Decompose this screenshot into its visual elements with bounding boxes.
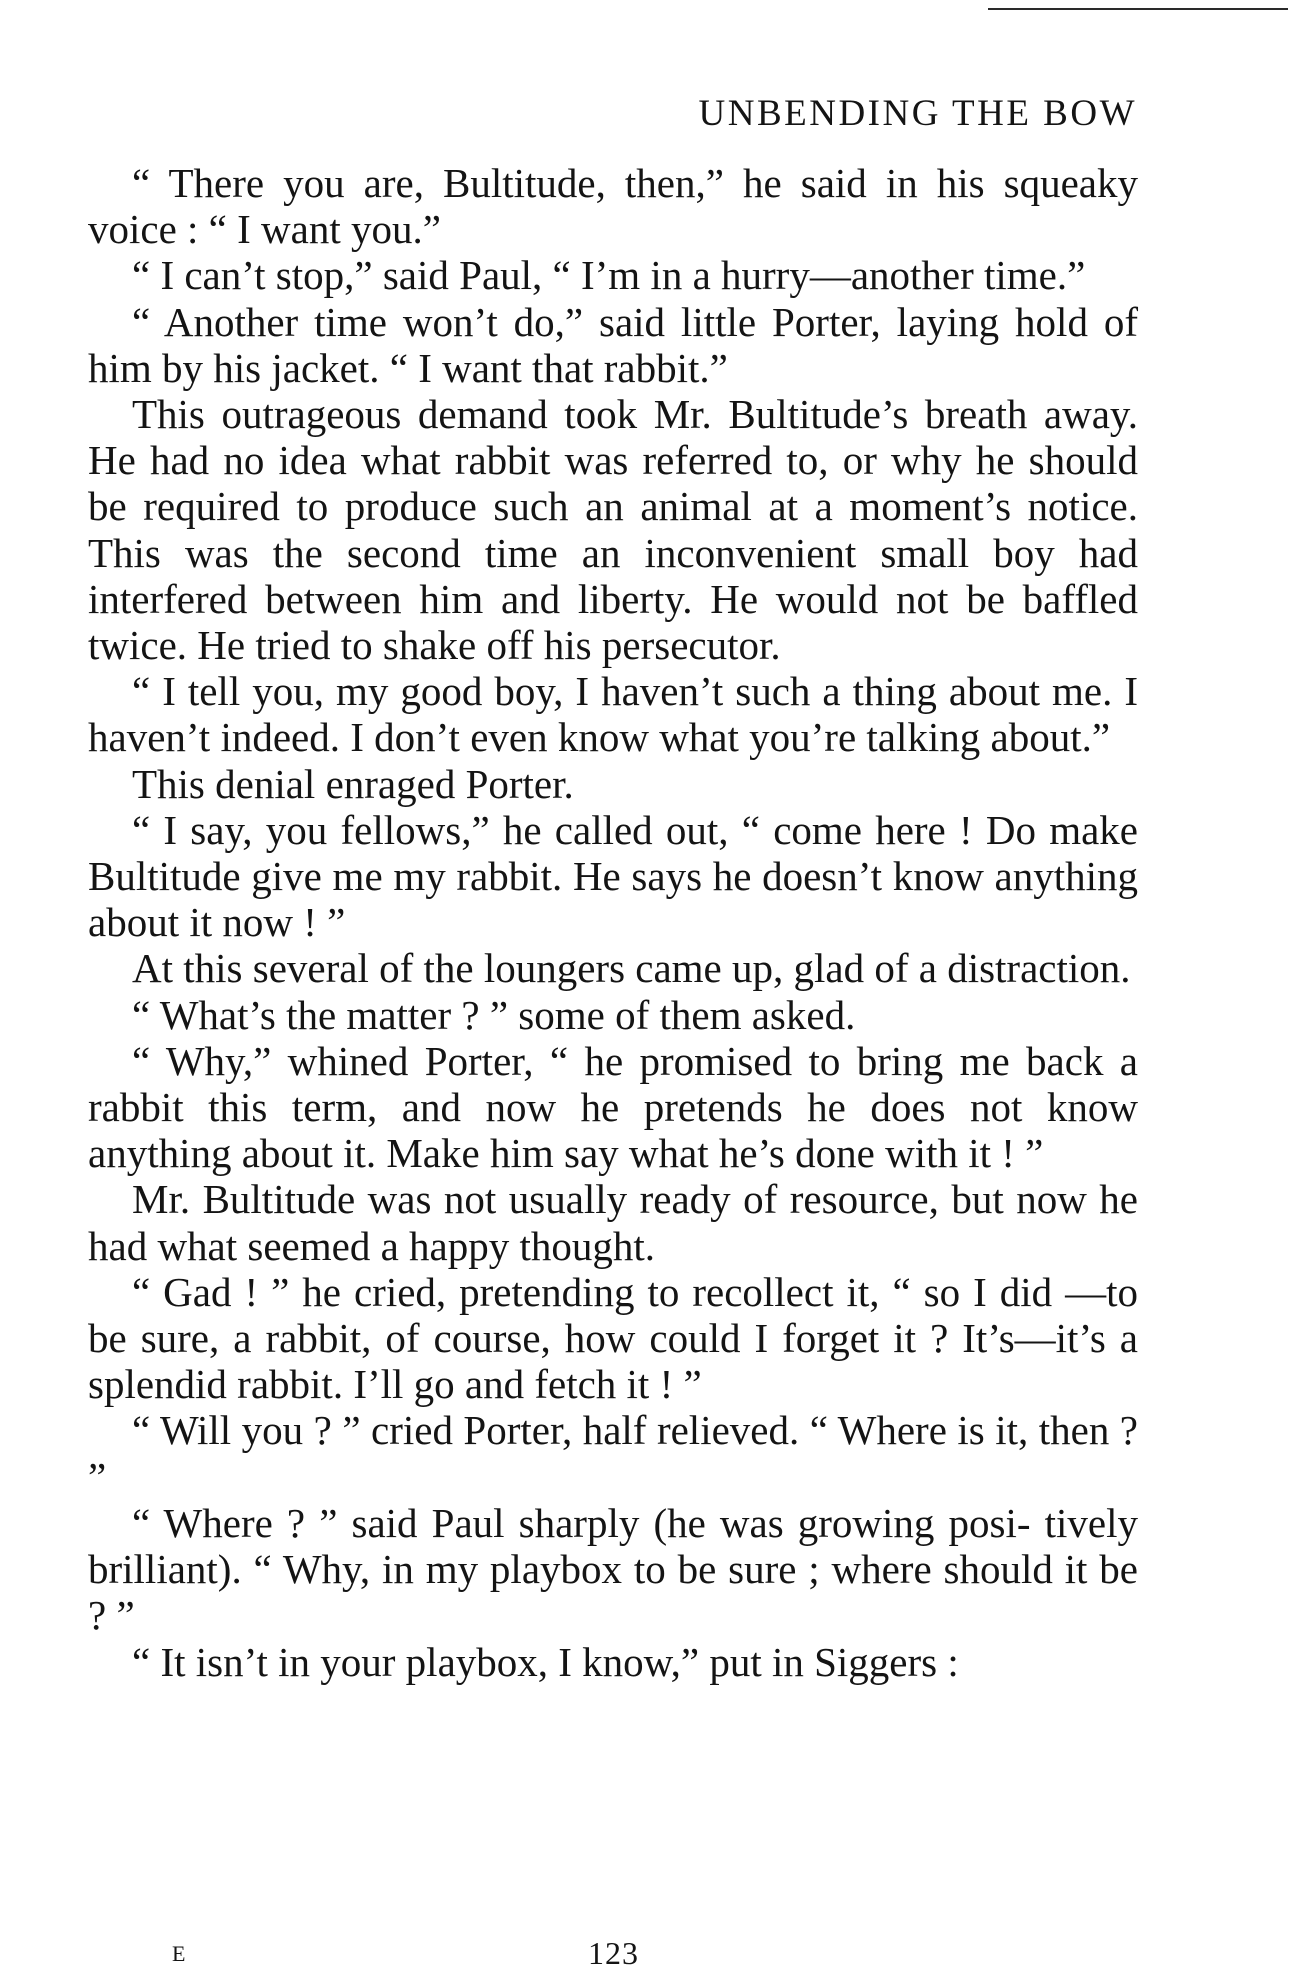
paragraph: “ I say, you fellows,” he called out, “ come here ! Do make Bultitude give me my rabbit. He says he doesn’t know anything about it now ! ”: [88, 806, 1138, 946]
paragraph: Mr. Bultitude was not usually ready of resource, but now he had what seemed a happy thought.: [88, 1176, 1138, 1269]
page-footer: [0, 1935, 1307, 1975]
body-text: [88, 160, 1138, 1685]
paragraph: At this several of the loungers came up, glad of a distraction.: [132, 945, 1131, 992]
paragraph: “ Will you ? ” cried Porter, half relieved. “ Where is it, then ? ”: [88, 1407, 1138, 1500]
page-number: 123: [588, 1935, 639, 1971]
paragraph: “ Why,” whined Porter, “ he promised to bring me back a rabbit this term, and now he pretends he does not know anything about it. Make him say what he’s done with it ! ”: [88, 1037, 1138, 1177]
paragraph: “ Where ? ” said Paul sharply (he was growing posi- tively brilliant). “ Why, in my playbox to be sure ; where should it be ? ”: [88, 1499, 1138, 1639]
signature-mark: E: [172, 1941, 187, 1966]
paragraph: “ I tell you, my good boy, I haven’t such a thing about me. I haven’t indeed. I don’t even know what you’re talking about.”: [88, 668, 1138, 761]
running-head: UNBENDING THE BOW: [698, 93, 1137, 134]
paragraph: “ Another time won’t do,” said little Porter, laying hold of him by his jacket. “ I want that rabbit.”: [88, 298, 1138, 391]
top-rule: [988, 8, 1288, 10]
paragraph: “ I can’t stop,” said Paul, “ I’m in a hurry—another time.”: [132, 252, 1086, 299]
paragraph: “ There you are, Bultitude, then,” he said in his squeaky voice : “ I want you.”: [88, 160, 1138, 253]
paragraph: This outrageous demand took Mr. Bultitude’s breath away. He had no idea what rabbit was referred to, or why he should be required to produce such an animal at a moment’s notice. This was the second time an inconvenient small boy had interfered between him and liberty. He would not be baffled twice. He tried to shake off his persecutor.: [88, 391, 1138, 669]
paragraph: “ What’s the matter ? ” some of them asked.: [132, 991, 856, 1038]
paragraph: “ It isn’t in your playbox, I know,” put in Siggers :: [132, 1638, 959, 1685]
paragraph: This denial enraged Porter.: [132, 760, 574, 807]
paragraph: “ Gad ! ” he cried, pretending to recollect it, “ so I did —to be sure, a rabbit, of course, how could I forget it ? It’s—it’s a splendid rabbit. I’ll go and fetch it ! ”: [88, 1268, 1138, 1408]
